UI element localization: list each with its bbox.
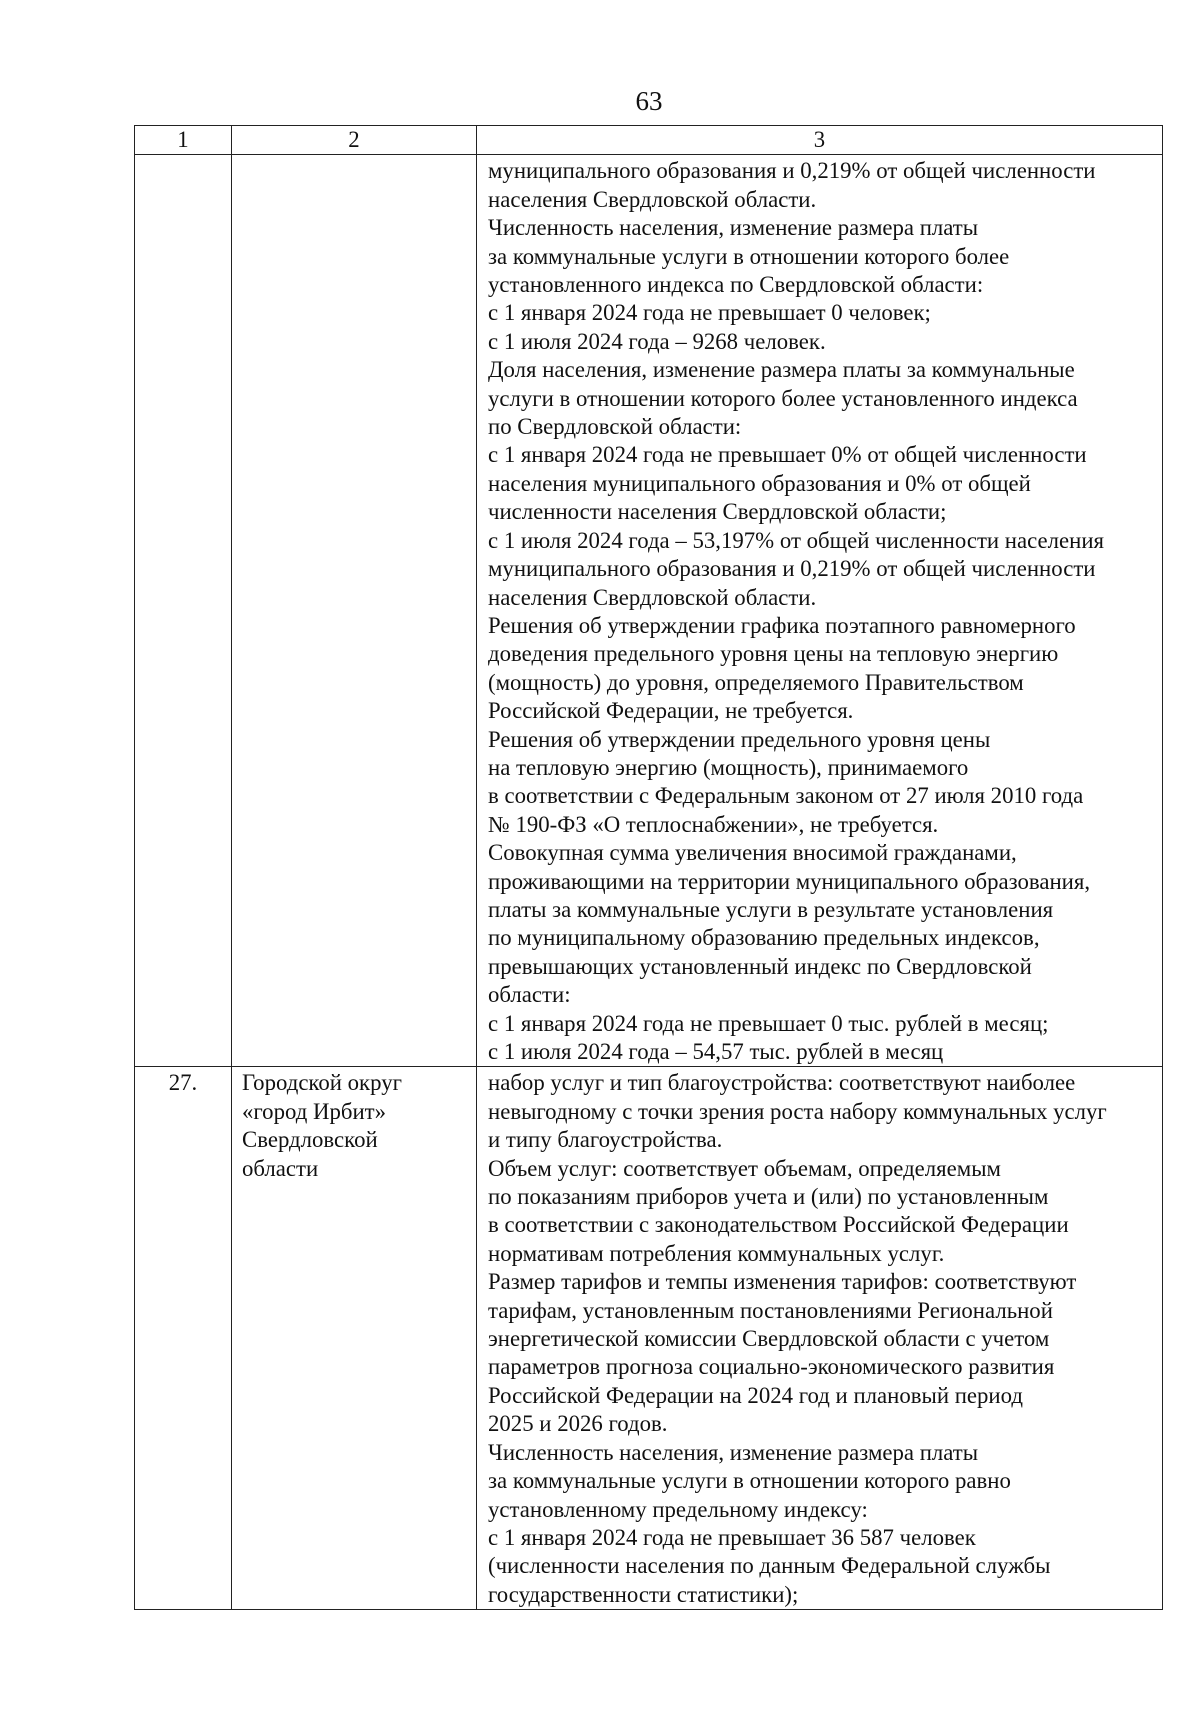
municipality-cell bbox=[232, 1067, 477, 1610]
table-row bbox=[135, 1067, 1163, 1610]
text-line: с 1 января 2024 года не превышает 36 587 человек bbox=[488, 1524, 976, 1550]
description-cell bbox=[477, 155, 1163, 1067]
column-header: 1 bbox=[135, 126, 232, 155]
text-line: муниципального образования и 0,219% от общей численности bbox=[488, 158, 1096, 184]
text-line: по показаниям приборов учета и (или) по установленным bbox=[488, 1184, 1049, 1210]
text-line: Российской Федерации, не требуется. bbox=[488, 698, 854, 724]
text-line: за коммунальные услуги в отношении которого более bbox=[488, 243, 1010, 269]
page-number: 63 bbox=[635, 86, 663, 116]
text-line: Решения об утверждении предельного уровня цены bbox=[488, 726, 991, 752]
text-line: Доля населения, изменение размера платы за коммунальные bbox=[488, 357, 1075, 383]
text-line: платы за коммунальные услуги в результате установления bbox=[488, 896, 1054, 922]
text-line: Городской округ bbox=[242, 1070, 402, 1096]
text-line: с 1 января 2024 года не превышает 0% от общей численности bbox=[488, 442, 1087, 468]
text-line: населения Свердловской области. bbox=[488, 186, 817, 212]
column-header: 2 bbox=[232, 126, 477, 155]
text-line: энергетической комиссии Свердловской области с учетом bbox=[488, 1326, 1050, 1352]
text-line: «город Ирбит» bbox=[242, 1098, 387, 1124]
text-line: Совокупная сумма увеличения вносимой гражданами, bbox=[488, 840, 1017, 866]
text-line: муниципального образования и 0,219% от общей численности bbox=[488, 556, 1096, 582]
text-line: Российской Федерации на 2024 год и плановый период bbox=[488, 1382, 1023, 1408]
text-line: параметров прогноза социально-экономического развития bbox=[488, 1354, 1055, 1380]
text-line: Объем услуг: соответствует объемам, определяемым bbox=[488, 1155, 1001, 1181]
row-number-cell bbox=[135, 155, 232, 1067]
text-line: проживающими на территории муниципального образования, bbox=[488, 868, 1091, 894]
municipality-cell bbox=[232, 155, 477, 1067]
row-number-cell: 27. bbox=[135, 1067, 232, 1610]
text-line: услуги в отношении которого более установленного индекса bbox=[488, 385, 1078, 411]
description-cell bbox=[477, 1067, 1163, 1610]
text-line: Численность населения, изменение размера платы bbox=[488, 1439, 979, 1465]
text-line: 2025 и 2026 годов. bbox=[488, 1411, 668, 1437]
text-line: набор услуг и тип благоустройства: соответствуют наиболее bbox=[488, 1070, 1076, 1096]
text-line: с 1 января 2024 года не превышает 0 человек; bbox=[488, 300, 931, 326]
text-line: (численности населения по данным Федеральной службы bbox=[488, 1553, 1051, 1579]
text-line: в соответствии с законодательством Российской Федерации bbox=[488, 1212, 1069, 1238]
text-line: № 190-ФЗ «О теплоснабжении», не требуется. bbox=[488, 811, 939, 837]
text-line: по Свердловской области: bbox=[488, 414, 742, 440]
table-header-row bbox=[135, 126, 1163, 155]
data-table bbox=[134, 125, 1163, 1610]
text-line: в соответствии с Федеральным законом от 27 июля 2010 года bbox=[488, 783, 1084, 809]
text-line: тарифам, установленным постановлениями Региональной bbox=[488, 1297, 1053, 1323]
table-row bbox=[135, 155, 1163, 1067]
text-line: с 1 января 2024 года не превышает 0 тыс. рублей в месяц; bbox=[488, 1010, 1049, 1036]
text-line: государственности статистики); bbox=[488, 1581, 799, 1607]
column-header: 3 bbox=[477, 126, 1163, 155]
text-line: и типу благоустройства. bbox=[488, 1127, 723, 1153]
text-line: превышающих установленный индекс по Свердловской bbox=[488, 953, 1032, 979]
text-line: (мощность) до уровня, определяемого Правительством bbox=[488, 669, 1024, 695]
text-line: невыгодному с точки зрения роста набору коммунальных услуг bbox=[488, 1098, 1107, 1124]
text-line: доведения предельного уровня цены на тепловую энергию bbox=[488, 641, 1059, 667]
text-line: с 1 июля 2024 года – 53,197% от общей численности населения bbox=[488, 527, 1105, 553]
text-line: установленного индекса по Свердловской области: bbox=[488, 272, 984, 298]
text-line: за коммунальные услуги в отношении которого равно bbox=[488, 1468, 1011, 1494]
text-line: области: bbox=[488, 982, 571, 1008]
text-line: по муниципальному образованию предельных индексов, bbox=[488, 925, 1040, 951]
text-line: с 1 июля 2024 года – 9268 человек. bbox=[488, 328, 826, 354]
text-line: с 1 июля 2024 года – 54,57 тыс. рублей в месяц bbox=[488, 1039, 944, 1064]
text-line: области bbox=[242, 1155, 319, 1181]
text-line: Размер тарифов и темпы изменения тарифов: соответствуют bbox=[488, 1269, 1077, 1295]
text-line: нормативам потребления коммунальных услуг. bbox=[488, 1240, 945, 1266]
text-line: численности населения Свердловской области; bbox=[488, 499, 947, 525]
text-line: населения муниципального образования и 0% от общей bbox=[488, 470, 1031, 496]
text-line: населения Свердловской области. bbox=[488, 584, 817, 610]
text-line: на тепловую энергию (мощность), принимаемого bbox=[488, 754, 969, 780]
text-line: Решения об утверждении графика поэтапного равномерного bbox=[488, 612, 1076, 638]
text-line: Численность населения, изменение размера платы bbox=[488, 215, 979, 241]
text-line: Свердловской bbox=[242, 1127, 378, 1153]
text-line: установленному предельному индексу: bbox=[488, 1496, 868, 1522]
